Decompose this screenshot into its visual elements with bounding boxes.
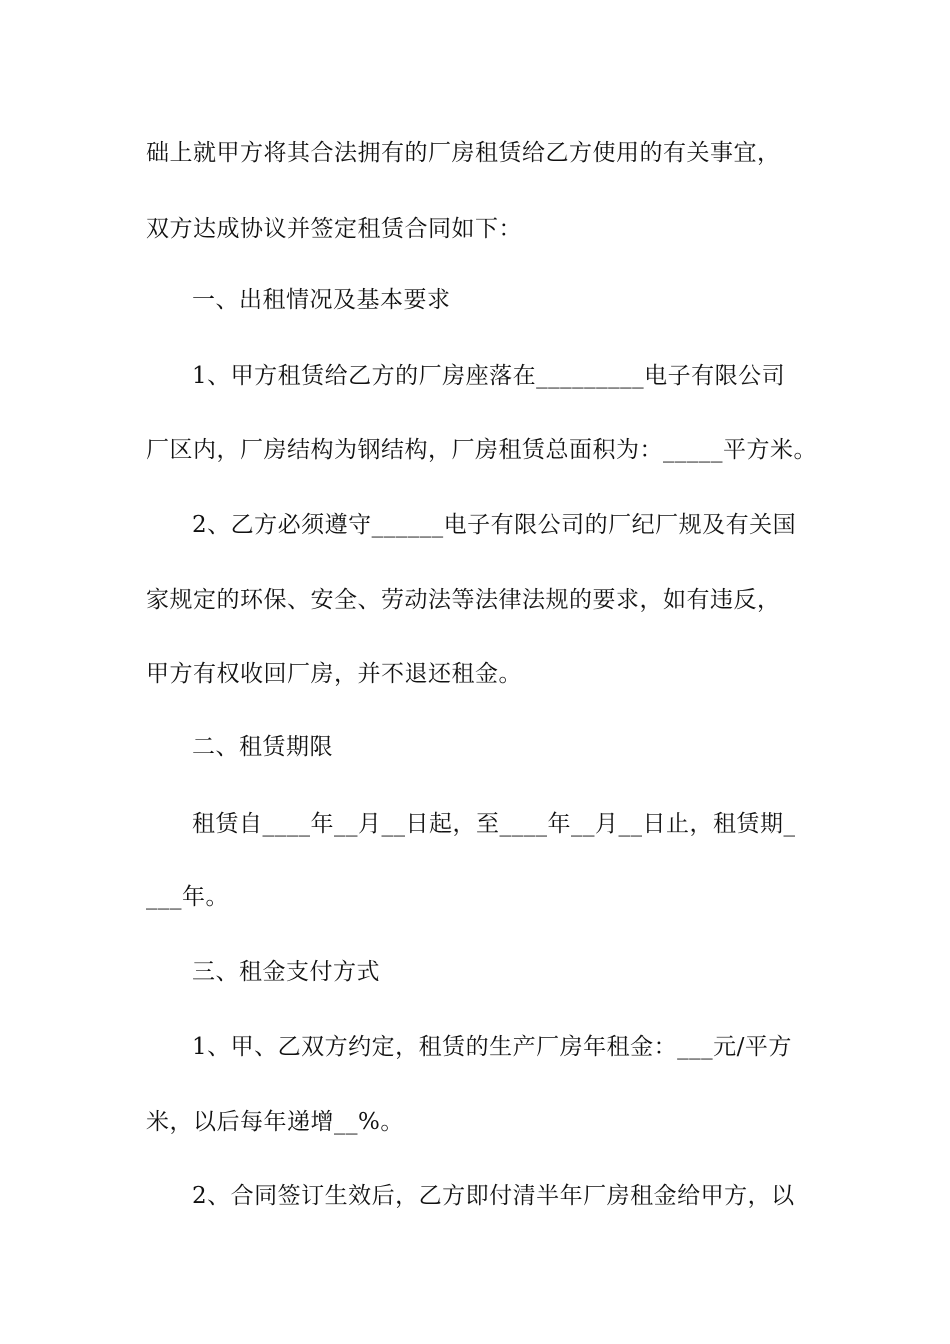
paragraph-line: 甲方有权收回厂房，并不退还租金。 (146, 661, 522, 687)
paragraph-line: 家规定的环保、安全、劳动法等法律法规的要求，如有违反， (146, 587, 781, 613)
paragraph-line: 米，以后每年递增__%。 (146, 1109, 404, 1135)
paragraph-line: 厂区内，厂房结构为钢结构，厂房租赁总面积为：_____平方米。 (146, 437, 817, 463)
paragraph-line: 1、甲、乙双方约定，租赁的生产厂房年租金：___元/平方 (192, 1034, 792, 1060)
section-heading: 三、租金支付方式 (192, 959, 380, 985)
paragraph-line: 双方达成协议并签定租赁合同如下： (146, 216, 522, 242)
section-heading: 一、出租情况及基本要求 (192, 287, 451, 313)
paragraph-line: 租赁自____年__月__日起，至____年__月__日止，租赁期_ (192, 811, 796, 837)
paragraph-line: 础上就甲方将其合法拥有的厂房租赁给乙方使用的有关事宜， (146, 140, 781, 166)
paragraph-line: 1、甲方租赁给乙方的厂房座落在_________电子有限公司 (192, 363, 786, 389)
paragraph-line: 2、合同签订生效后，乙方即付清半年厂房租金给甲方，以 (192, 1183, 795, 1209)
paragraph-line: ___年。 (146, 884, 229, 910)
section-heading: 二、租赁期限 (192, 734, 333, 760)
paragraph-line: 2、乙方必须遵守______电子有限公司的厂纪厂规及有关国 (192, 512, 797, 538)
